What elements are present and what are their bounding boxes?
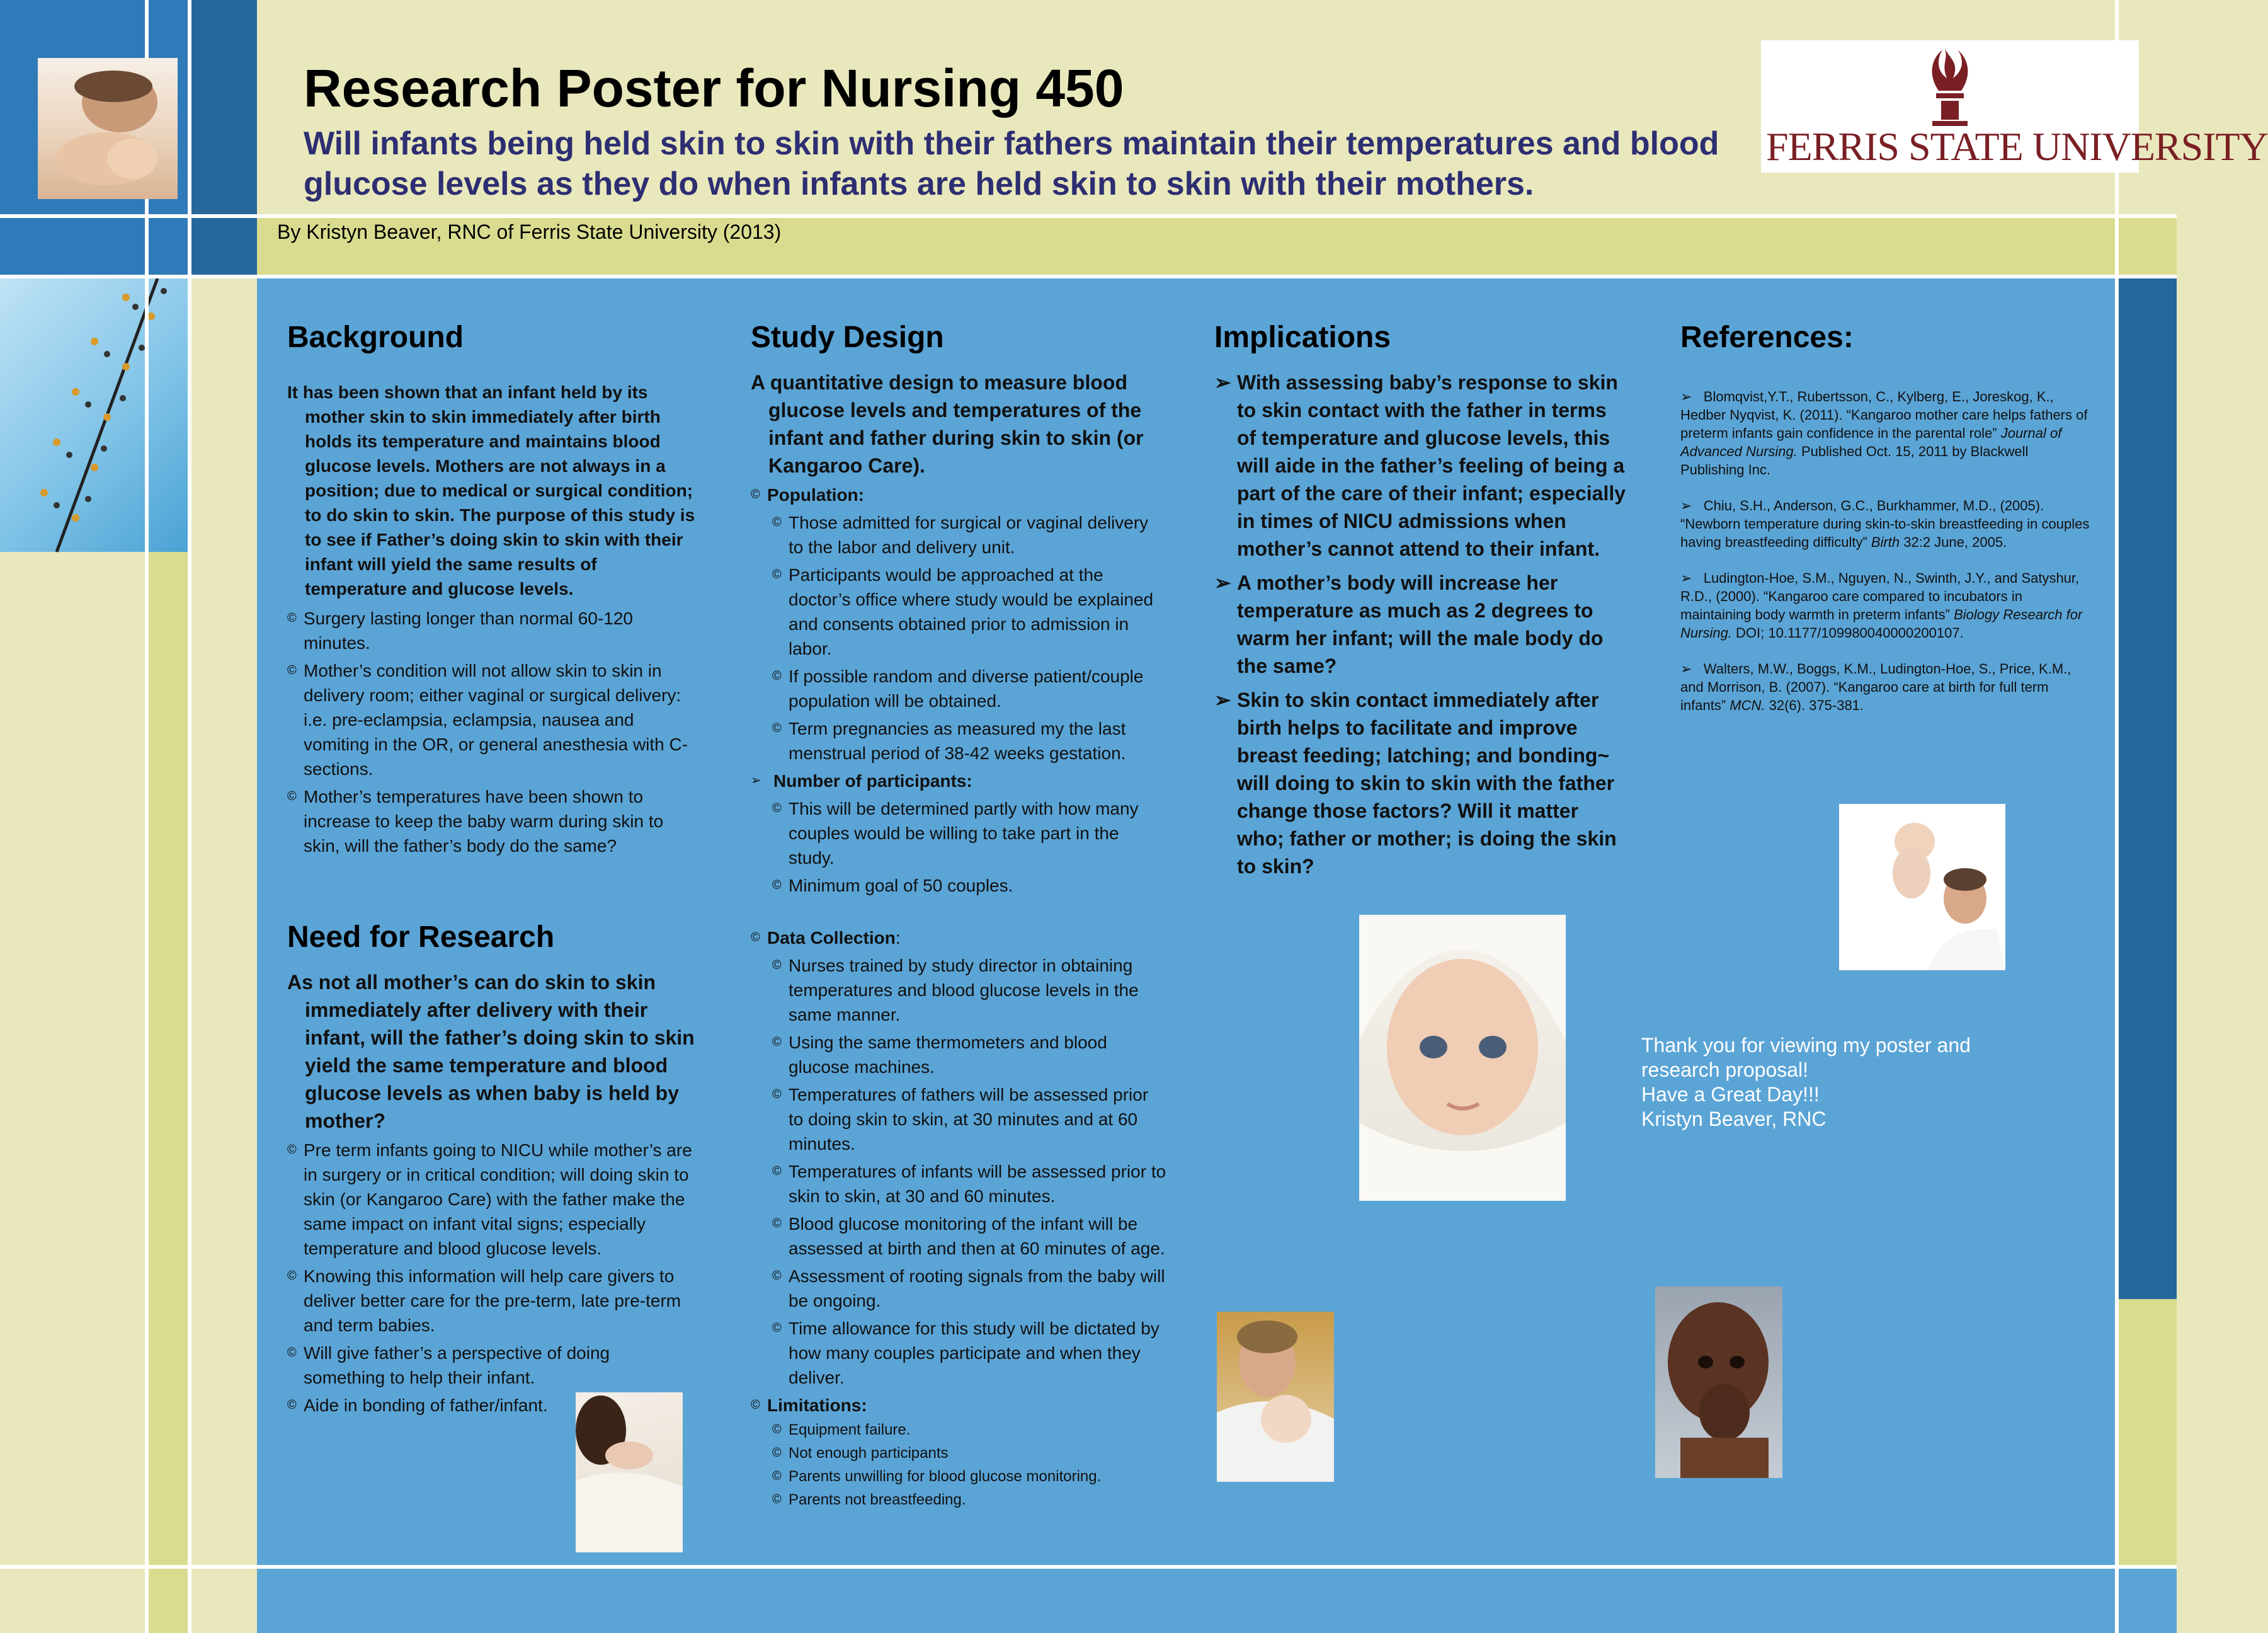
list-item: © If possible random and diverse patient/couple population will be obtained. <box>772 664 1166 713</box>
study-heading: Study Design <box>751 321 944 354</box>
copyright-bullet-icon: © <box>772 1321 782 1335</box>
list-item: © Nurses trained by study director in obtaining temperatures and blood glucose levels in the same manner. <box>772 953 1166 1027</box>
divider-line <box>2115 0 2119 1633</box>
background-section <box>287 320 695 858</box>
background-intro: It has been shown that an infant held by its mother skin to skin immediately after birth holds its temperature and maintains blood glucose levels. Mothers are not always in a position; due to medical or surgical condition; to do skin to skin. The purpose of this study is to see if Father’s doing skin to skin with their infant will yield the same results of temperature and glucose levels. <box>287 382 695 599</box>
list-item: ➢ With assessing baby’s response to skin to skin contact with the father in terms of temperature and glucose levels, this will aide in the father’s feeling of being a part of the care of their infant; especially in times of NICU admissions when mother’s cannot attend to their infant. <box>1214 369 1630 563</box>
need-heading: Need for Research <box>287 920 555 954</box>
list-item: © Temperatures of fathers will be assessed prior to doing skin to skin, at 30 minutes and at 60 minutes. <box>772 1082 1166 1156</box>
poster-title: Research Poster for Nursing 450 <box>304 59 1124 118</box>
list-item: © Assessment of rooting signals from the baby will be ongoing. <box>772 1264 1166 1313</box>
arrow-bullet-icon: ➢ <box>1680 570 1692 586</box>
copyright-bullet-icon: © <box>751 1398 760 1412</box>
copyright-bullet-icon: © <box>772 1423 782 1436</box>
participants-label: ➢ Number of participants: <box>751 769 1166 793</box>
copyright-bullet-icon: © <box>772 1035 782 1049</box>
copyright-bullet-icon: © <box>287 1269 297 1283</box>
implications-list <box>1214 369 1630 880</box>
copyright-bullet-icon: © <box>751 488 760 501</box>
arrow-bullet-icon: ➢ <box>1214 571 1231 594</box>
references-list <box>1680 387 2095 714</box>
copyright-bullet-icon: © <box>772 1269 782 1283</box>
arrow-bullet-icon: ➢ <box>1214 371 1231 394</box>
limitations-list <box>751 1419 1166 1511</box>
arrow-bullet-icon: ➢ <box>1214 689 1231 711</box>
copyright-bullet-icon: © <box>772 568 782 582</box>
copyright-bullet-icon: © <box>287 663 297 677</box>
copyright-bullet-icon: © <box>772 958 782 972</box>
implications-section <box>1214 320 1630 886</box>
list-item: © Blood glucose monitoring of the infant will be assessed at birth and then at 60 minutes of age. <box>772 1212 1166 1261</box>
copyright-bullet-icon: © <box>772 1469 782 1483</box>
copyright-bullet-icon: © <box>751 931 760 944</box>
list-item: © Using the same thermometers and blood glucose machines. <box>772 1030 1166 1079</box>
need-intro: As not all mother’s can do skin to skin immediately after delivery with their infant, will the father’s doing skin to skin yield the same temperature and blood glucose levels as when baby is held by mother? <box>287 971 695 1132</box>
copyright-bullet-icon: © <box>772 721 782 735</box>
copyright-bullet-icon: © <box>772 1493 782 1506</box>
thank-you-note: Thank you for viewing my poster and research proposal! Have a Great Day!!! Kristyn Beaver, RNC <box>1641 1034 1971 1130</box>
list-item: © Will give father’s a perspective of doing something to help their infant. <box>287 1341 695 1390</box>
copyright-bullet-icon: © <box>287 1398 297 1412</box>
left-lower-cream <box>0 552 145 1633</box>
list-item: © Time allowance for this study will be dictated by how many couples participate and when they deliver. <box>772 1316 1166 1390</box>
list-item: © Knowing this information will help care givers to deliver better care for the pre-term, late pre-term and term babies. <box>287 1264 695 1338</box>
list-item: ➢ A mother’s body will increase her temperature as much as 2 degrees to warm her infant; will the male body do the same? <box>1214 569 1630 680</box>
list-item: © This will be determined partly with how many couples would be willing to take part in the study. <box>772 796 1166 870</box>
study-design-section <box>751 320 1166 1511</box>
population-label: © Population: <box>751 483 1166 507</box>
list-item: © Temperatures of infants will be assessed prior to skin to skin, at 30 and 60 minutes. <box>772 1159 1166 1208</box>
participants-list <box>751 796 1166 898</box>
divider-line <box>145 0 149 1633</box>
list-item: © Pre term infants going to NICU while mother’s are in surgery or in critical condition; will doing skin to skin (or Kangaroo Care) with the father make the same impact on infant vital signs; especially temperature and blood glucose levels. <box>287 1138 695 1261</box>
arrow-bullet-icon: ➢ <box>1680 498 1692 513</box>
reference-item: ➢ Blomqvist,Y.T., Rubertsson, C., Kylberg, E., Joreskog, K., Hedber Nyqvist, K. (2011). “Kangaroo mother care helps fathers of preterm infants gain confidence in the parental role” Journal of Advanced Nursing. Published Oct. 15, 2011 by Blackwell Publishing Inc. <box>1680 389 2088 478</box>
copyright-bullet-icon: © <box>772 669 782 683</box>
father-baby-photo <box>38 58 178 199</box>
divider-line <box>0 1565 2177 1569</box>
reference-item: ➢ Walters, M.W., Boggs, K.M., Ludington-Hoe, S., Price, K.M., and Morrison, B. (2007). “Kangaroo care at birth for full term infants” MCN. 32(6). 375-381. <box>1680 661 2071 713</box>
list-item: © Mother’s condition will not allow skin to skin in delivery room; either vaginal or surgical delivery: i.e. pre-eclampsia, eclampsia, nausea and vomiting in the OR, or general anesthesia with C-sections. <box>287 658 695 781</box>
dna-helix-image <box>0 278 188 552</box>
list-item: © Equipment failure. <box>772 1419 1166 1441</box>
arrow-bullet-icon: ➢ <box>1680 661 1692 677</box>
list-item: © Aide in bonding of father/infant. <box>287 1393 695 1418</box>
baby-in-towel-photo <box>1359 915 1566 1201</box>
list-item: © Surgery lasting longer than normal 60-120 minutes. <box>287 606 695 655</box>
divider-line <box>0 214 2177 218</box>
poster-subtitle: Will infants being held skin to skin with their fathers maintain their temperatures and blood glucose levels as they do when infants are held skin to skin with their mothers. <box>304 125 1719 202</box>
list-item: © Minimum goal of 50 couples. <box>772 873 1166 898</box>
data-collection-list <box>751 953 1166 1390</box>
list-item: © Those admitted for surgical or vaginal delivery to the labor and delivery unit. <box>772 510 1166 559</box>
need-for-research-section <box>287 920 695 1418</box>
arrow-bullet-icon: ➢ <box>751 774 761 788</box>
divider-line <box>0 275 2177 278</box>
left-lower-cream-2 <box>191 278 254 1633</box>
list-item: © Term pregnancies as measured my the last menstrual period of 38-42 weeks gestation. <box>772 716 1166 765</box>
list-item: ➢ Skin to skin contact immediately after birth helps to facilitate and improve breast feeding; latching; and bonding~ will doing to skin to skin with the father change those factors? Will it matter who; father or mother; is doing the skin to skin? <box>1214 686 1630 880</box>
list-item: © Mother’s temperatures have been shown to increase to keep the baby warm during skin to skin, will the father’s body do the same? <box>287 784 695 858</box>
copyright-bullet-icon: © <box>772 1164 782 1178</box>
copyright-bullet-icon: © <box>772 1446 782 1460</box>
background-bullets <box>287 606 695 858</box>
references-section <box>1680 320 2095 732</box>
references-heading: References: <box>1680 321 1854 354</box>
list-item: © Parents not breastfeeding. <box>772 1489 1166 1511</box>
implications-heading: Implications <box>1214 321 1391 354</box>
copyright-bullet-icon: © <box>287 1143 297 1157</box>
right-khaki-strip <box>2119 1299 2177 1565</box>
copyright-bullet-icon: © <box>772 515 782 529</box>
reference-item: ➢ Chiu, S.H., Anderson, G.C., Burkhammer, M.D., (2005). “Newborn temperature during skin-to-skin breastfeeding in couples having breastfeeding difficulty” Birth 32:2 June, 2005. <box>1680 498 2090 550</box>
bottom-band <box>257 1569 2177 1633</box>
father-holding-baby-photo <box>1217 1312 1334 1482</box>
reference-item: ➢ Ludington-Hoe, S.M., Nguyen, N., Swinth, J.Y., and Satyshur, R.D., (2000). “Kangaroo care compared to incubators in maintaining body warmth in preterm infants” Biology Research for Nursing. DOI; 10.1177/109980040000200107. <box>1680 570 2083 641</box>
copyright-bullet-icon: © <box>772 1217 782 1230</box>
left-dark-column <box>191 0 257 276</box>
divider-line <box>188 0 191 1633</box>
need-bullets <box>287 1138 695 1418</box>
author-byline: By Kristyn Beaver, RNC of Ferris State University (2013) <box>277 221 782 243</box>
population-list <box>751 510 1166 765</box>
limitations-label: © Limitations: <box>751 1393 1166 1418</box>
study-intro: A quantitative design to measure blood glucose levels and temperatures of the infant and father during skin to skin (or Kangaroo Care). <box>751 371 1144 477</box>
baby-hand-photo <box>576 1392 683 1552</box>
infant-thinking-photo <box>1655 1286 1782 1478</box>
logo-wordmark: FERRIS STATE UNIVERSITY <box>1766 124 2268 169</box>
copyright-bullet-icon: © <box>287 611 297 625</box>
list-item: © Participants would be approached at the doctor’s office where study would be explained and consents obtained prior to admission in labor. <box>772 563 1166 661</box>
copyright-bullet-icon: © <box>287 789 297 803</box>
data-collection-label: © Data Collection: <box>751 925 1166 950</box>
arrow-bullet-icon: ➢ <box>1680 389 1692 404</box>
copyright-bullet-icon: © <box>772 1087 782 1101</box>
copyright-bullet-icon: © <box>772 878 782 892</box>
right-dark-strip <box>2119 278 2177 1299</box>
list-item: © Parents unwilling for blood glucose monitoring. <box>772 1465 1166 1487</box>
background-heading: Background <box>287 321 464 354</box>
copyright-bullet-icon: © <box>287 1346 297 1360</box>
father-lifting-baby-photo <box>1839 804 2005 970</box>
list-item: © Not enough participants <box>772 1442 1166 1464</box>
copyright-bullet-icon: © <box>772 801 782 815</box>
